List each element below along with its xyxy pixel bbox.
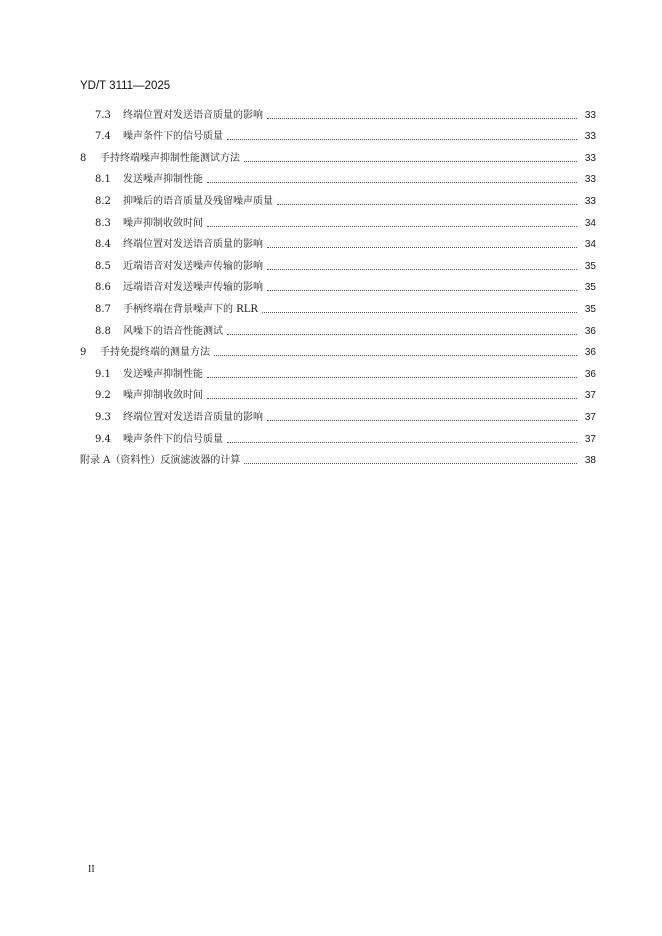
document-code: YD/T 3111—2025: [80, 80, 171, 92]
toc-entry-page: 38: [584, 455, 596, 467]
toc-entry-number: 9: [80, 347, 87, 359]
toc-entry-number: 8.5: [95, 260, 111, 272]
toc-entry[interactable]: [80, 294, 596, 316]
toc-entry[interactable]: [80, 424, 596, 446]
toc-leader-dots: [267, 117, 577, 119]
toc-entry[interactable]: [80, 273, 596, 295]
toc-leader-dots: [267, 289, 577, 291]
toc-entry-page: 33: [584, 152, 596, 164]
toc-entry-number: 7.4: [95, 131, 111, 143]
toc-leader-dots: [267, 246, 577, 248]
toc-entry-number: 8.2: [95, 195, 111, 207]
toc-entry-number: 8.6: [95, 282, 111, 294]
toc-entry-number: 8.4: [95, 239, 111, 251]
toc-entry[interactable]: [80, 402, 596, 424]
toc-entry-title: 抑噪后的语音质量及残留噪声质量: [123, 195, 273, 207]
toc-entry-title: 手持终端噪声抑制性能测试方法: [100, 152, 240, 164]
toc-entry[interactable]: [80, 100, 596, 122]
toc-entry-title: 手柄终端在背景噪声下的 RLR: [123, 303, 258, 315]
toc-leader-dots: [227, 441, 577, 443]
toc-entry[interactable]: [80, 316, 596, 338]
toc-entry-number: 9.1: [95, 368, 111, 380]
toc-entry-number: 8.1: [95, 174, 111, 186]
toc-entry-title: 远端语音对发送噪声传输的影响: [123, 282, 263, 294]
toc-entry[interactable]: [80, 143, 596, 165]
toc-leader-dots: [244, 160, 577, 162]
toc-entry-page: 34: [584, 217, 596, 229]
toc-entry-page: 37: [584, 390, 596, 402]
toc-entry-number: 9.3: [95, 411, 111, 423]
toc-leader-dots: [267, 419, 577, 421]
toc-entry-title: 噪声抑制收敛时间: [123, 217, 203, 229]
page-number: II: [88, 864, 95, 875]
toc-entry[interactable]: [80, 381, 596, 403]
toc-leader-dots: [227, 138, 577, 140]
toc-entry-page: 33: [584, 131, 596, 143]
toc-entry-number: 8.7: [95, 303, 111, 315]
toc-entry-title: 风噪下的语音性能测试: [123, 325, 223, 337]
toc-entry-number: 7.3: [95, 109, 111, 121]
toc-entry[interactable]: [80, 251, 596, 273]
toc-entry-number: 8.8: [95, 325, 111, 337]
toc-entry-title: 终端位置对发送语音质量的影响: [123, 239, 263, 251]
toc-entry[interactable]: [80, 359, 596, 381]
toc-entry-page: 36: [584, 325, 596, 337]
toc-entry[interactable]: [80, 165, 596, 187]
toc-entry-title: 噪声条件下的信号质量: [123, 131, 223, 143]
toc-entry-title: 终端位置对发送语音质量的影响: [123, 109, 263, 121]
toc-entry[interactable]: [80, 186, 596, 208]
toc-leader-dots: [207, 397, 577, 399]
toc-entry[interactable]: [80, 230, 596, 252]
toc-leader-dots: [207, 376, 577, 378]
toc-entry[interactable]: [80, 208, 596, 230]
toc-entry-page: 35: [584, 282, 596, 294]
toc-leader-dots: [262, 311, 577, 313]
toc-leader-dots: [244, 462, 577, 464]
toc-entry-page: 33: [584, 195, 596, 207]
toc-entry[interactable]: [80, 338, 596, 360]
toc-leader-dots: [227, 333, 577, 335]
toc-entry-number: 9.4: [95, 433, 111, 445]
toc-leader-dots: [267, 268, 577, 270]
toc-entry-title: 噪声条件下的信号质量: [123, 433, 223, 445]
toc-leader-dots: [207, 181, 577, 183]
toc-entry-title: 近端语音对发送噪声传输的影响: [123, 260, 263, 272]
toc-entry-page: 35: [584, 260, 596, 272]
toc-leader-dots: [214, 354, 577, 356]
toc-entry-page: 33: [584, 109, 596, 121]
table-of-contents: [80, 100, 596, 467]
toc-leader-dots: [207, 225, 577, 227]
toc-entry-title: 发送噪声抑制性能: [123, 174, 203, 186]
toc-entry-page: 36: [584, 347, 596, 359]
toc-entry-page: 34: [584, 239, 596, 251]
toc-entry-page: 37: [584, 411, 596, 423]
toc-entry-appendix[interactable]: [80, 446, 596, 468]
toc-entry-page: 37: [584, 433, 596, 445]
toc-entry-number: 9.2: [95, 390, 111, 402]
toc-entry-title: 手持免提终端的测量方法: [100, 347, 210, 359]
toc-entry-title: 终端位置对发送语音质量的影响: [123, 411, 263, 423]
toc-entry[interactable]: [80, 122, 596, 144]
toc-leader-dots: [277, 203, 577, 205]
toc-entry-page: 36: [584, 368, 596, 380]
toc-entry-number: 8: [80, 152, 87, 164]
toc-entry-title: 附录 A（资料性）反演滤波器的计算: [80, 455, 241, 467]
toc-entry-page: 35: [584, 303, 596, 315]
toc-entry-page: 33: [584, 174, 596, 186]
toc-entry-title: 发送噪声抑制性能: [123, 368, 203, 380]
toc-entry-number: 8.3: [95, 217, 111, 229]
toc-entry-title: 噪声抑制收敛时间: [123, 390, 203, 402]
